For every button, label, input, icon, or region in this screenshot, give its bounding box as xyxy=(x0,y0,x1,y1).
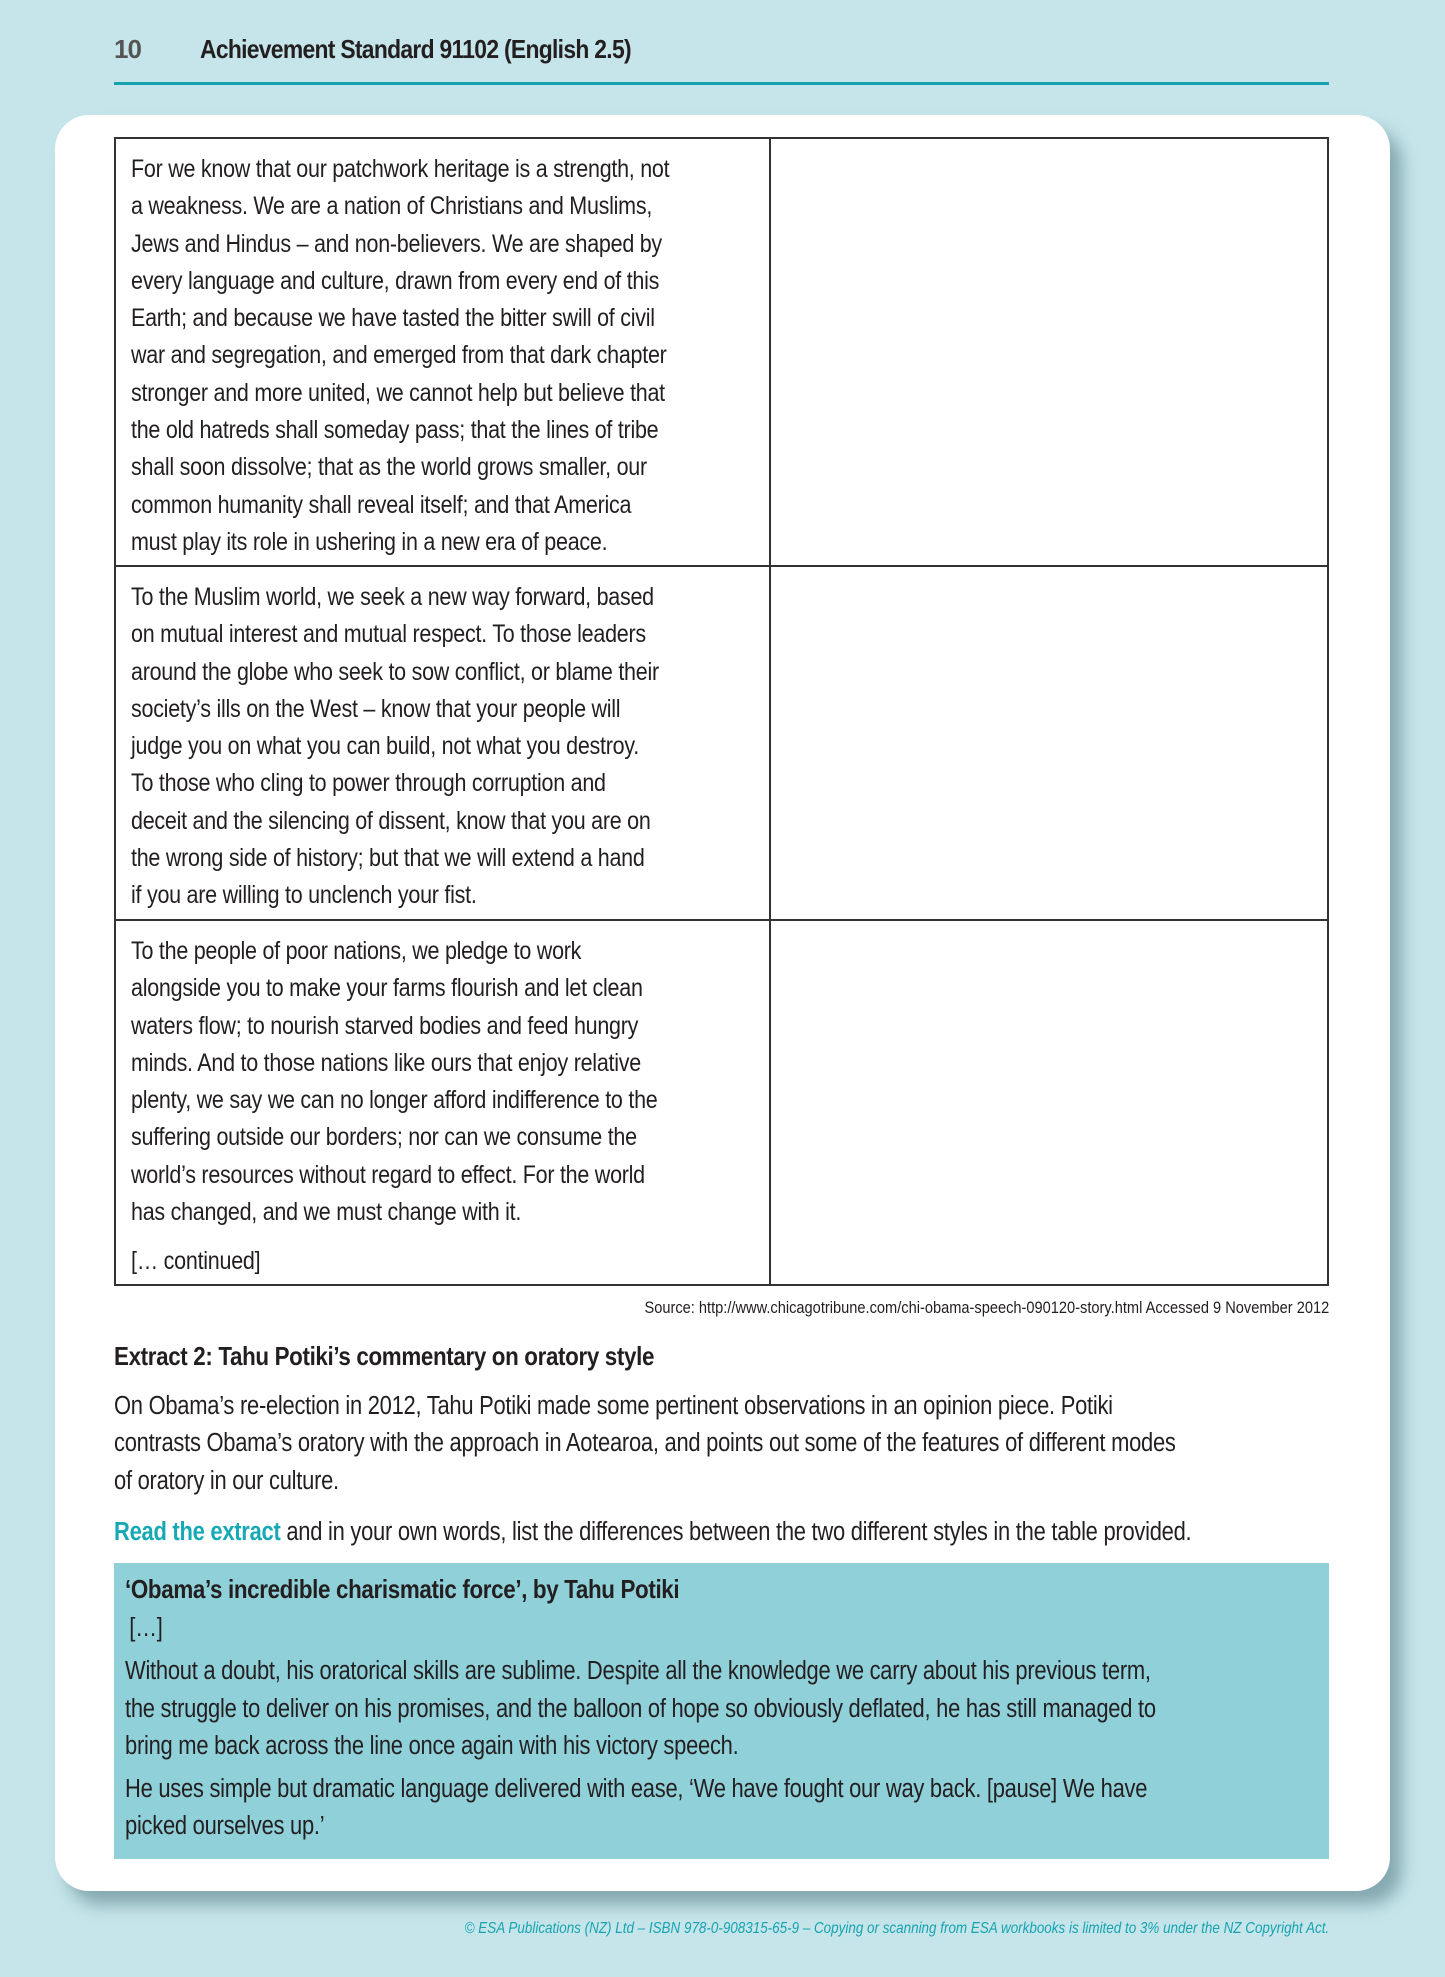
text-line: bring me back across the line once again with his victory speech. xyxy=(125,1731,739,1760)
speech-extract-cell xyxy=(116,567,771,919)
instruction-paragraph xyxy=(114,1514,1445,1551)
text-line: war and segregation, and emerged from that dark chapter xyxy=(131,341,667,370)
instruction-text: and in your own words, list the differences between the two different styles in the table provided. xyxy=(280,1518,1192,1546)
response-cell[interactable] xyxy=(771,921,1327,1284)
response-cell[interactable] xyxy=(771,567,1327,919)
text-line: Without a doubt, his oratorical skills are sublime. Despite all the knowledge we carry about his previous term, xyxy=(125,1657,1151,1686)
extract-box xyxy=(114,1563,1329,1859)
text-line: the struggle to deliver on his promises, and the balloon of hope so obviously deflated, he has still managed to xyxy=(125,1694,1156,1723)
text-line: On Obama’s re-election in 2012, Tahu Potiki made some pertinent observations in an opinion piece. Potiki xyxy=(114,1392,1113,1420)
section-heading: Extract 2: Tahu Potiki’s commentary on oratory style xyxy=(114,1341,655,1371)
text-line: every language and culture, drawn from every end of this xyxy=(131,266,660,295)
extract-content xyxy=(125,1571,1445,1846)
table-row xyxy=(116,139,1327,567)
text-line: Jews and Hindus – and non-believers. We are shaped by xyxy=(131,229,662,258)
ellipsis: […] xyxy=(129,1614,163,1642)
speech-analysis-table xyxy=(114,137,1329,1286)
text-line: around the globe who seek to sow conflict, or blame their xyxy=(131,657,659,686)
copyright-footer: © ESA Publications (NZ) Ltd – ISBN 978-0-908315-65-9 – Copying or scanning from ESA workbooks is limited to 3% under the NZ Copyright Act. xyxy=(464,1920,1329,1937)
text-line: on mutual interest and mutual respect. To those leaders xyxy=(131,620,646,649)
text-line: society’s ills on the West – know that your people will xyxy=(131,694,621,723)
page-title: Achievement Standard 91102 (English 2.5) xyxy=(200,34,631,64)
text-line: a weakness. We are a nation of Christians and Muslims, xyxy=(131,192,653,221)
text-line: waters flow; to nourish starved bodies and feed hungry xyxy=(131,1011,639,1040)
text-line: stronger and more united, we cannot help but believe that xyxy=(131,378,665,407)
page-header xyxy=(114,30,1329,70)
text-line: world’s resources without regard to effect. For the world xyxy=(131,1160,645,1189)
text-line: alongside you to make your farms flourish and let clean xyxy=(131,974,643,1003)
text-line: contrasts Obama’s oratory with the approach in Aotearoa, and points out some of the features of different modes xyxy=(114,1429,1176,1458)
continued-note: [… continued] xyxy=(131,1247,261,1276)
intro-paragraph xyxy=(114,1388,1445,1500)
text-line: To the people of poor nations, we pledge to work xyxy=(131,937,582,965)
text-line: the wrong side of history; but that we will extend a hand xyxy=(131,844,645,873)
instruction-highlight: Read the extract xyxy=(114,1518,281,1546)
source-citation: Source: http://www.chicagotribune.com/chi-obama-speech-090120-story.html Accessed 9 November 2012 xyxy=(644,1298,1329,1317)
text-line: Earth; and because we have tasted the bitter swill of civil xyxy=(131,304,655,333)
text-line: the old hatreds shall someday pass; that the lines of tribe xyxy=(131,416,659,445)
instruction-line xyxy=(114,1514,1318,1551)
text-line: common humanity shall reveal itself; and that America xyxy=(131,490,632,519)
text-line: To the Muslim world, we seek a new way forward, based xyxy=(131,583,654,611)
text-line: of oratory in our culture. xyxy=(114,1466,339,1495)
speech-extract-cell xyxy=(116,921,771,1284)
text-line: has changed, and we must change with it. xyxy=(131,1198,522,1227)
text-line: plenty, we say we can no longer afford indifference to the xyxy=(131,1086,658,1115)
text-line: judge you on what you can build, not what you destroy. xyxy=(131,732,639,761)
text-line: picked ourselves up.’ xyxy=(125,1812,325,1841)
table-row xyxy=(116,567,1327,921)
text-line: For we know that our patchwork heritage is a strength, not xyxy=(131,155,670,183)
table-row xyxy=(116,921,1327,1284)
text-line: He uses simple but dramatic language delivered with ease, ‘We have fought our way back. [pause] We have xyxy=(125,1775,1148,1804)
text-line: minds. And to those nations like ours that enjoy relative xyxy=(131,1048,641,1077)
text-line: must play its role in ushering in a new era of peace. xyxy=(131,527,608,556)
response-cell[interactable] xyxy=(771,139,1327,565)
extract-title: ‘Obama’s incredible charismatic force’, by Tahu Potiki xyxy=(125,1574,680,1604)
text-line: shall soon dissolve; that as the world grows smaller, our xyxy=(131,453,647,482)
header-divider xyxy=(114,82,1329,85)
text-line: deceit and the silencing of dissent, know that you are on xyxy=(131,806,651,835)
text-line: To those who cling to power through corruption and xyxy=(131,769,606,798)
text-line: if you are willing to unclench your fist. xyxy=(131,881,477,910)
page-number: 10 xyxy=(114,34,141,64)
text-line: suffering outside our borders; nor can we consume the xyxy=(131,1123,637,1152)
speech-extract-cell xyxy=(116,139,771,565)
